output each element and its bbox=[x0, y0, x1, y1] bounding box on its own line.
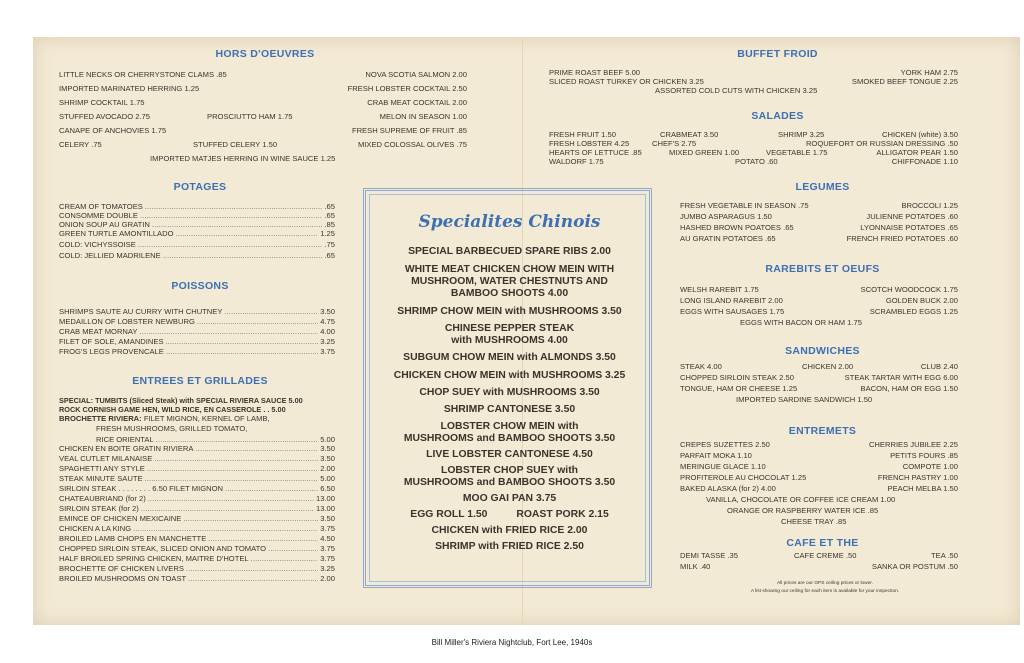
sandwich-r3b: BACON, HAM OR EGG 1.50 bbox=[860, 384, 958, 393]
hors-footer: IMPORTED MATJES HERRING IN WINE SAUCE 1.25 bbox=[150, 154, 336, 163]
hors-right-4: FRESH SUPREME OF FRUIT .85 bbox=[351, 126, 467, 135]
salade-c2: CRABMEAT 3.50 bbox=[660, 130, 719, 139]
entree-row: BROCHETTE OF CHICKEN LIVERS . . . 3.25 bbox=[59, 564, 335, 573]
poisson-row: FILET OF SOLE, AMANDINES . . . 3.25 bbox=[59, 337, 335, 346]
potage-row: COLD: VICHYSSOISE . . . .75 bbox=[59, 240, 335, 249]
sandwiches-title: SANDWICHES bbox=[785, 345, 860, 357]
salade-c4: CHICKEN (white) 3.50 bbox=[882, 130, 958, 139]
legume-right: BROCCOLI 1.25 bbox=[901, 201, 958, 210]
entremet-right: COMPOTE 1.00 bbox=[902, 462, 958, 471]
chinois-item: SHRIMP CHOW MEIN with MUSHROOMS 3.50 bbox=[397, 306, 622, 317]
hors-left-3: STUFFED AVOCADO 2.75 bbox=[59, 112, 151, 121]
buffet-center: ASSORTED COLD CUTS WITH CHICKEN 3.25 bbox=[655, 86, 818, 95]
sandwich-r1a: STEAK 4.00 bbox=[680, 362, 722, 371]
chinois-item: LOBSTER CHOP SUEY with bbox=[440, 465, 579, 476]
buffet-right-1: YORK HAM 2.75 bbox=[900, 68, 958, 77]
image-caption: Bill Miller's Riviera Nightclub, Fort Lee, 1940s bbox=[431, 638, 593, 647]
rarebit-right: GOLDEN BUCK 2.00 bbox=[885, 296, 958, 305]
chinois-item: MUSHROOMS and BAMBOO SHOOTS 3.50 bbox=[403, 477, 616, 488]
salade-c3: CHIFFONADE 1.10 bbox=[891, 157, 958, 166]
sandwich-r2a: CHOPPED SIRLOIN STEAK 2.50 bbox=[680, 373, 794, 382]
chinois-item: MOO GAI PAN 3.75 bbox=[462, 493, 557, 504]
salade-c1: WALDORF 1.75 bbox=[549, 157, 604, 166]
sandwich-r1b: CHICKEN 2.00 bbox=[802, 362, 854, 371]
entremet-center-1: VANILLA, CHOCOLATE OR COFFEE ICE CREAM 1.00 bbox=[706, 495, 896, 504]
entremet-right: PEACH MELBA 1.50 bbox=[887, 484, 958, 493]
sandwich-r1c: CLUB 2.40 bbox=[920, 362, 958, 371]
legume-left: AU GRATIN POTATOES .65 bbox=[680, 234, 776, 243]
cafe-milk: MILK .40 bbox=[680, 562, 711, 571]
chinois-item: EGG ROLL 1.50 ROAST PORK 2.15 bbox=[410, 509, 609, 520]
legumes-title: LEGUMES bbox=[795, 181, 850, 193]
poisson-row: MEDAILLON OF LOBSTER NEWBURG . . . 4.75 bbox=[59, 317, 335, 326]
chinois-item: SHRIMP with FRIED RICE 2.50 bbox=[435, 541, 584, 552]
potage-row: ONION SOUP AU GRATIN . . . .85 bbox=[59, 220, 335, 229]
salade-c2: MIXED GREEN 1.00 bbox=[669, 148, 740, 157]
legume-left: HASHED BROWN POATOES .65 bbox=[680, 223, 794, 232]
entremet-left: BAKED ALASKA (for 2) 4.00 bbox=[680, 484, 776, 493]
hors-left-4: CANAPE OF ANCHOVIES 1.75 bbox=[59, 126, 167, 135]
hors-left-2: SHRIMP COCKTAIL 1.75 bbox=[59, 98, 145, 107]
entree-row: CHICKEN EN BOITE GRATIN RIVIERA . . . 3.50 bbox=[59, 444, 335, 453]
entrees-special-1: SPECIAL: TUMBITS (Sliced Steak) with SPECIAL RIVIERA SAUCE 5.00 bbox=[59, 396, 303, 405]
poissons-title: POISSONS bbox=[171, 280, 229, 292]
chinois-item: LIVE LOBSTER CANTONESE 4.50 bbox=[426, 449, 593, 460]
poisson-row: CRAB MEAT MORNAY . . . 4.00 bbox=[59, 327, 335, 336]
poisson-row: FROG'S LEGS PROVENCALE . . . 3.75 bbox=[59, 347, 335, 356]
cafe-tea: TEA .50 bbox=[930, 551, 958, 560]
sandwich-r3a: TONGUE, HAM OR CHEESE 1.25 bbox=[680, 384, 798, 393]
salade-c1: HEARTS OF LETTUCE .85 bbox=[549, 148, 642, 157]
hors-right-5: MIXED COLOSSAL OLIVES .75 bbox=[357, 140, 467, 149]
hors-mid-1: STUFFED CELERY 1.50 bbox=[193, 140, 278, 149]
salade-c1: FRESH LOBSTER 4.25 bbox=[549, 139, 630, 148]
entrees-brochette-line-3: RICE ORIENTAL . . . 5.00 bbox=[96, 435, 335, 444]
entree-row: CHOPPED SIRLOIN STEAK, SLICED ONION AND TOMATO . . . 3.75 bbox=[59, 544, 335, 553]
chinois-item: with MUSHROOMS 4.00 bbox=[451, 335, 568, 346]
entree-row: HALF BROILED SPRING CHICKEN, MAITRE D'HOTEL . . . 3.75 bbox=[59, 554, 335, 563]
chinois-item: MUSHROOM, WATER CHESTNUTS AND bbox=[411, 276, 608, 287]
chinois-item: CHINESE PEPPER STEAK bbox=[444, 323, 575, 334]
entree-row: SIRLOIN STEAK (for 2) . . . 13.00 bbox=[59, 504, 335, 513]
entrees-brochette-line-1: BROCHETTE RIVIERA: FILET MIGNON, KERNEL OF LAMB, bbox=[59, 414, 270, 423]
hors-left-1: IMPORTED MARINATED HERRING 1.25 bbox=[59, 84, 200, 93]
potage-row: GREEN TURTLE AMONTILLADO . . . 1.25 bbox=[59, 229, 335, 238]
entree-row: CHATEAUBRIAND (for 2) . . . 13.00 bbox=[59, 494, 335, 503]
entree-row: SPAGHETTI ANY STYLE . . . 2.00 bbox=[59, 464, 335, 473]
chinois-item: LOBSTER CHOW MEIN with bbox=[440, 421, 579, 432]
chinois-item: MUSHROOMS and BAMBOO SHOOTS 3.50 bbox=[403, 433, 616, 444]
entree-row: CHICKEN A LA KING . . . 3.75 bbox=[59, 524, 335, 533]
rarebit-right: SCRAMBLED EGGS 1.25 bbox=[869, 307, 958, 316]
entree-row: SIRLOIN STEAK . . . . . . . . 6.50 FILET MIGNON . . . 6.50 bbox=[59, 484, 335, 493]
potage-row: CREAM OF TOMATOES . . . .65 bbox=[59, 202, 335, 211]
entree-row: STEAK MINUTE SAUTE . . . 5.00 bbox=[59, 474, 335, 483]
entremet-center-3: CHEESE TRAY .85 bbox=[781, 517, 847, 526]
potages-title: POTAGES bbox=[173, 181, 227, 193]
hors-title: HORS D'OEUVRES bbox=[215, 48, 315, 60]
sandwich-center: IMPORTED SARDINE SANDWICH 1.50 bbox=[736, 395, 873, 404]
chinois-item: SHRIMP CANTONESE 3.50 bbox=[443, 404, 576, 415]
rarebit-right: SCOTCH WOODCOCK 1.75 bbox=[860, 285, 958, 294]
entremet-right: PETITS FOURS .85 bbox=[890, 451, 958, 460]
salades-title: SALADES bbox=[751, 110, 804, 122]
salade-c4: ALLIGATOR PEAR 1.50 bbox=[876, 148, 958, 157]
entree-row: BROILED MUSHROOMS ON TOAST . . . 2.00 bbox=[59, 574, 335, 583]
entremet-left: CREPES SUZETTES 2.50 bbox=[680, 440, 770, 449]
hors-mid-0: PROSCIUTTO HAM 1.75 bbox=[207, 112, 293, 121]
salade-c3: VEGETABLE 1.75 bbox=[766, 148, 828, 157]
entremet-right: CHERRIES JUBILEE 2.25 bbox=[868, 440, 958, 449]
legume-left: JUMBO ASPARAGUS 1.50 bbox=[680, 212, 772, 221]
chinois-item: WHITE MEAT CHICKEN CHOW MEIN WITH bbox=[404, 264, 615, 275]
buffet-left-2: SLICED ROAST TURKEY OR CHICKEN 3.25 bbox=[549, 77, 704, 86]
rarebit-center: EGGS WITH BACON OR HAM 1.75 bbox=[740, 318, 862, 327]
legume-right: FRENCH FRIED POTATOES .60 bbox=[846, 234, 958, 243]
entremet-right: FRENCH PASTRY 1.00 bbox=[877, 473, 958, 482]
entrees-special-2: ROCK CORNISH GAME HEN, WILD RICE, EN CASSEROLE . . 5.00 bbox=[59, 405, 286, 414]
chinois-item: SPECIAL BARBECUED SPARE RIBS 2.00 bbox=[408, 246, 611, 257]
entremet-center-2: ORANGE OR RASPBERRY WATER ICE .85 bbox=[727, 506, 879, 515]
salade-c2: POTATO .60 bbox=[735, 157, 778, 166]
legume-right: LYONNAISE POTATOES .65 bbox=[860, 223, 958, 232]
cafe-creme: CAFE CREME .50 bbox=[794, 551, 857, 560]
entremet-left: MERINGUE GLACE 1.10 bbox=[680, 462, 766, 471]
entremet-left: PARFAIT MOKA 1.10 bbox=[680, 451, 752, 460]
rarebits-title: RAREBITS ET OEUFS bbox=[765, 263, 880, 275]
rarebit-left: WELSH RAREBIT 1.75 bbox=[680, 285, 759, 294]
chinois-item: CHOP SUEY with MUSHROOMS 3.50 bbox=[419, 387, 600, 398]
hors-right-2: CRAB MEAT COCKTAIL 2.00 bbox=[367, 98, 467, 107]
cafe-demi-tasse: DEMI TASSE .35 bbox=[680, 551, 738, 560]
chinois-item: SUBGUM CHOW MEIN with ALMONDS 3.50 bbox=[403, 352, 616, 363]
poisson-row: SHRIMPS SAUTE AU CURRY WITH CHUTNEY . . . 3.50 bbox=[59, 307, 335, 316]
buffet-title: BUFFET FROID bbox=[737, 48, 818, 60]
entremet-left: PROFITEROLE AU CHOCOLAT 1.25 bbox=[680, 473, 807, 482]
legume-left: FRESH VEGETABLE IN SEASON .75 bbox=[680, 201, 809, 210]
cafe-title: CAFE ET THE bbox=[786, 537, 859, 549]
rarebit-left: LONG ISLAND RAREBIT 2.00 bbox=[680, 296, 783, 305]
salade-c3: SHRIMP 3.25 bbox=[778, 130, 825, 139]
chinois-item: CHICKEN CHOW MEIN with MUSHROOMS 3.25 bbox=[393, 370, 626, 381]
salade-c3: ROQUEFORT OR RUSSIAN DRESSING .50 bbox=[805, 139, 958, 148]
chinois-item: CHICKEN with FRIED RICE 2.00 bbox=[431, 525, 588, 536]
entree-row: EMINCE OF CHICKEN MEXICAINE . . . 3.50 bbox=[59, 514, 335, 523]
buffet-left-1: PRIME ROAST BEEF 5.00 bbox=[549, 68, 641, 77]
rarebit-left: EGGS WITH SAUSAGES 1.75 bbox=[680, 307, 785, 316]
cafe-sanka: SANKA OR POSTUM .50 bbox=[871, 562, 958, 571]
chinois-title: Specialites Chinois bbox=[418, 212, 601, 232]
potage-row: CONSOMME DOUBLE . . . .65 bbox=[59, 211, 335, 220]
hors-right-1: FRESH LOBSTER COCKTAIL 2.50 bbox=[347, 84, 467, 93]
entrees-title: ENTREES ET GRILLADES bbox=[132, 375, 268, 387]
hors-left-0: LITTLE NECKS OR CHERRYSTONE CLAMS .85 bbox=[59, 70, 227, 79]
salade-c2: CHEF'S 2.75 bbox=[652, 139, 697, 148]
price-note-1: All prices are our OPS ceiling prices or lower. bbox=[777, 581, 873, 586]
chinois-item: BAMBOO SHOOTS 4.00 bbox=[450, 288, 569, 299]
hors-left-5: CELERY .75 bbox=[59, 140, 102, 149]
entree-row: VEAL CUTLET MILANAISE . . . 3.50 bbox=[59, 454, 335, 463]
hors-right-3: MELON IN SEASON 1.00 bbox=[379, 112, 467, 121]
entrees-brochette-line-2: FRESH MUSHROOMS, GRILLED TOMATO, bbox=[96, 424, 248, 433]
hors-right-0: NOVA SCOTIA SALMON 2.00 bbox=[365, 70, 467, 79]
salade-c1: FRESH FRUIT 1.50 bbox=[549, 130, 616, 139]
buffet-right-2: SMOKED BEEF TONGUE 2.25 bbox=[851, 77, 958, 86]
entremets-title: ENTREMETS bbox=[788, 425, 857, 437]
entree-row: BROILED LAMB CHOPS EN MANCHETTE . . . 4.50 bbox=[59, 534, 335, 543]
price-note-2: A list showing our ceiling for each item is available for your inspection. bbox=[750, 589, 900, 594]
potage-row: COLD: JELLIED MADRILENE . . . .65 bbox=[59, 251, 335, 260]
sandwich-r2b: STEAK TARTAR WITH EGG 6.00 bbox=[844, 373, 958, 382]
legume-right: JULIENNE POTATOES .60 bbox=[866, 212, 958, 221]
